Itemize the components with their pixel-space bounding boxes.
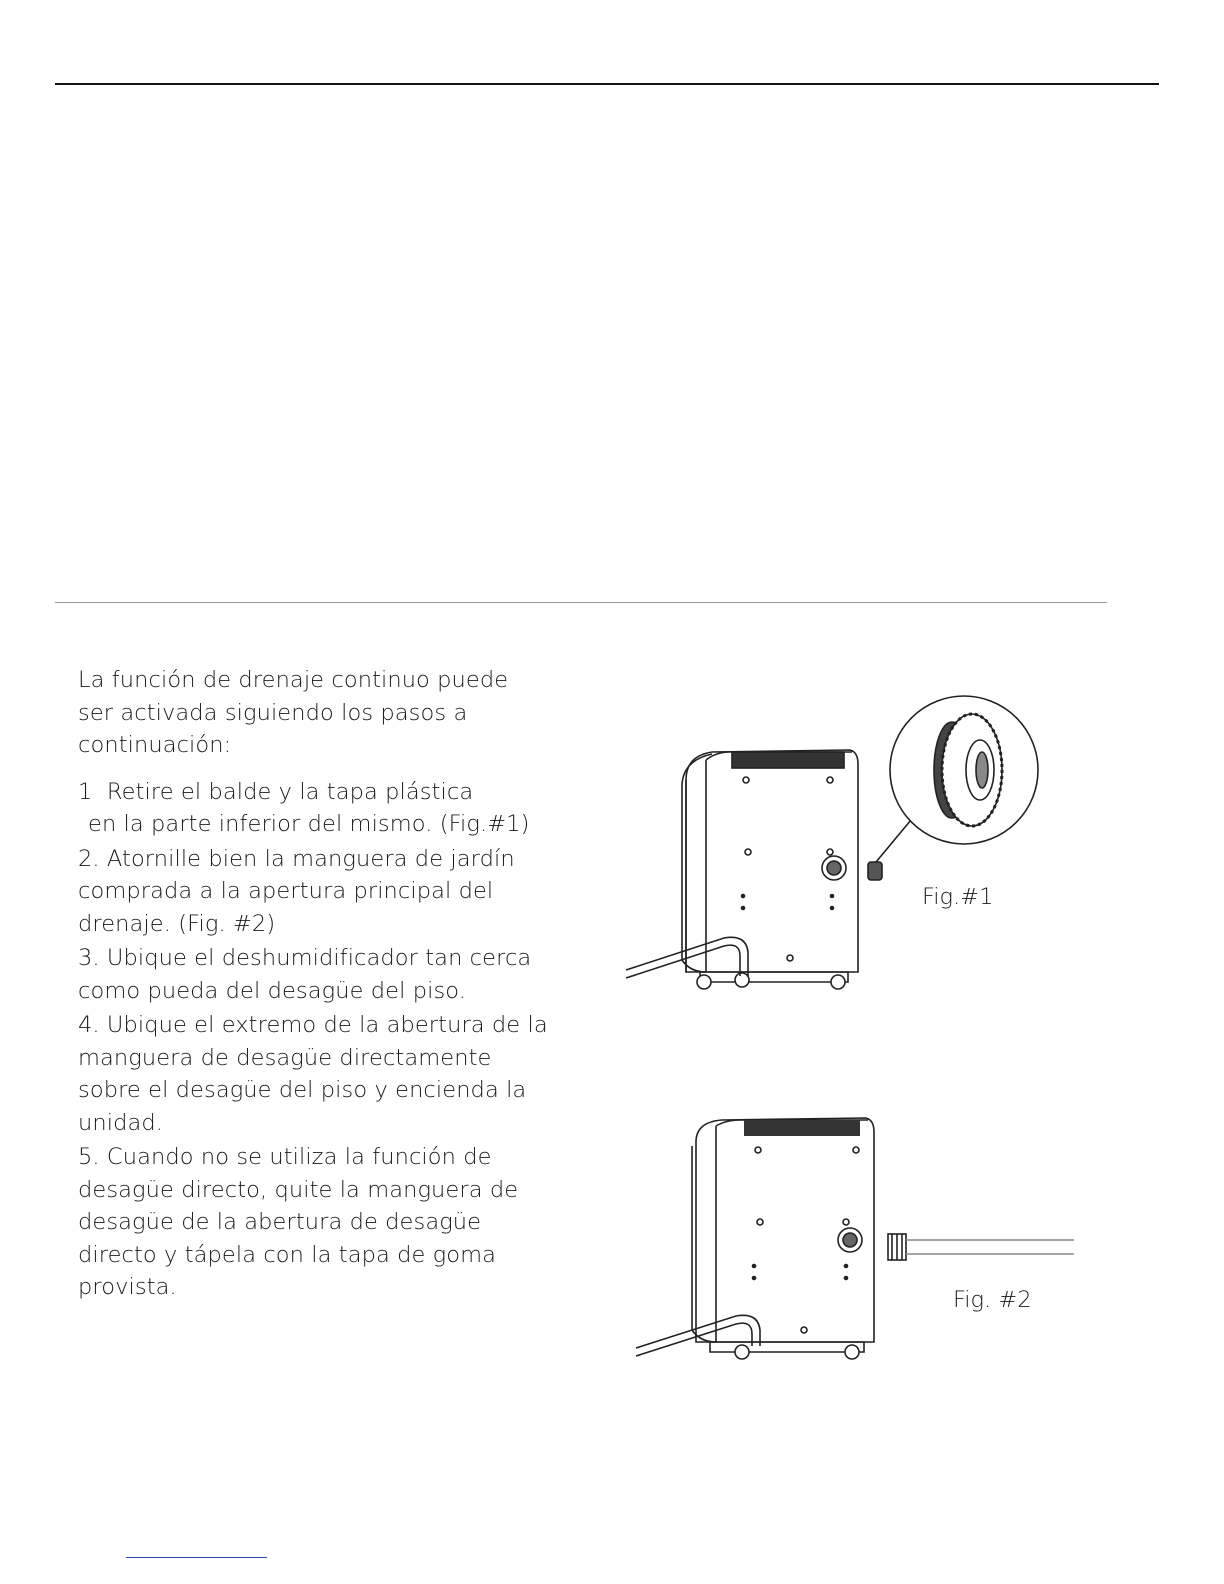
step-1 [78,776,548,841]
step-1-line-2: en la parte inferior del mismo. (Fig.#1) [88,811,530,837]
section-divider [55,602,1107,603]
step-3: 3. Ubique el deshumidificador tan cerca como pueda del desagüe del piso. [78,945,532,1004]
footer-link-underline [126,1557,267,1558]
figure-2-illustration [630,1110,1080,1370]
figure-2-label: Fig. #2 [953,1287,1032,1313]
step-4: 4. Ubique el extremo de la abertura de la manguera de desagüe directamente sobre el desagüe del piso y encienda la unidad. [78,1012,548,1136]
step-2: 2. Atornille bien la manguera de jardín comprada a la apertura principal del drenaje. (Fig. #2) [78,845,515,937]
figure-1-label: Fig.#1 [922,884,994,910]
top-rule [55,83,1159,85]
figure-1-illustration [620,690,1050,1000]
instructions-column [78,664,548,1306]
intro-paragraph: La función de drenaje continuo puede ser activada siguiendo los pasos a continuación: [78,667,509,758]
step-1-line-1: 1 Retire el balde y la tapa plástica [78,778,474,805]
step-5: 5. Cuando no se utiliza la función de desagüe directo, quite la manguera de desagüe de la abertura de desagüe directo y tápela con la tapa de goma provista. [78,1144,519,1300]
